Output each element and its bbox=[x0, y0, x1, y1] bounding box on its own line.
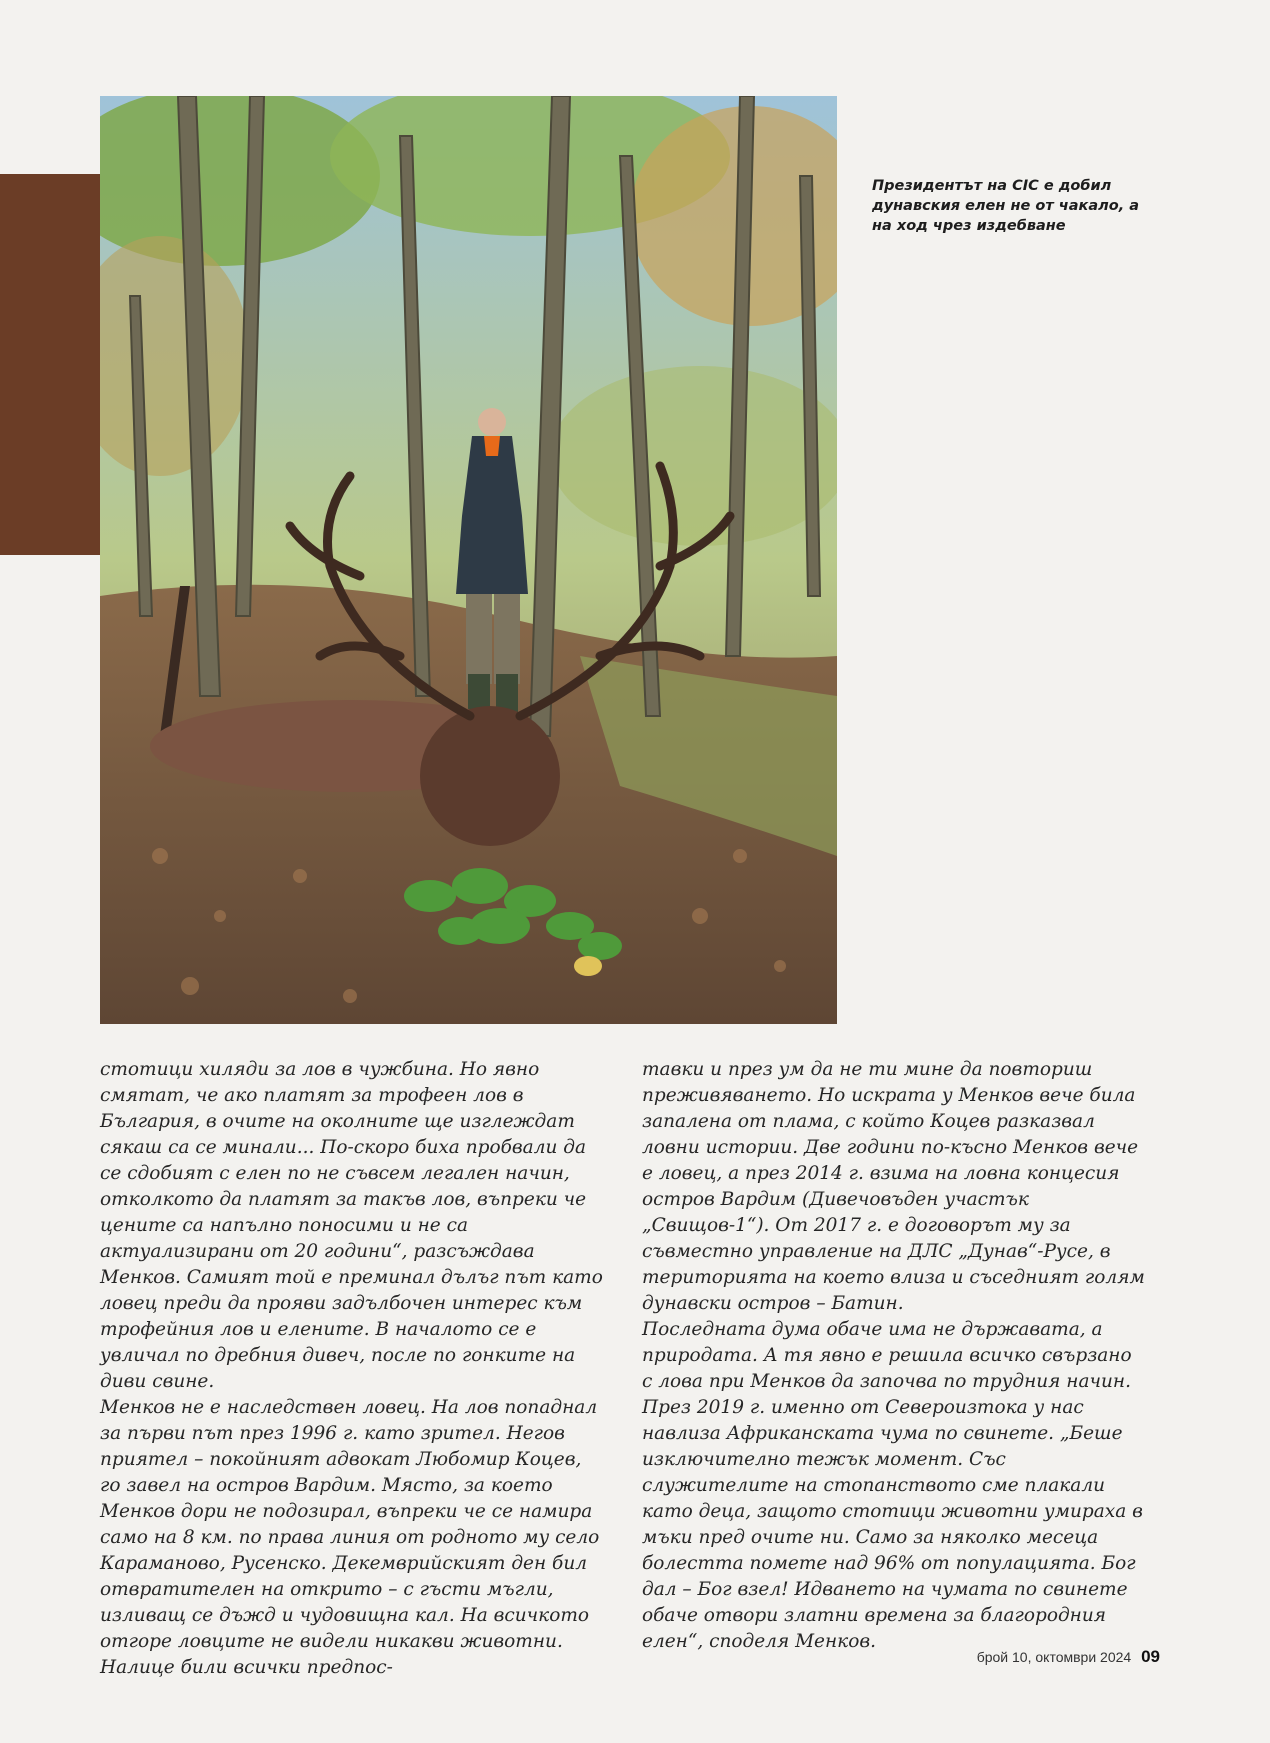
photo-caption: Президентът на CIC е добил дунавския елен не от чакало, а на ход чрез издебване bbox=[872, 178, 1140, 234]
paragraph: тавки и през ум да не ти мине да повториш преживяването. Но искрата у Менков вече била запалена от плама, с който Коцев разказвал ловни истории. Две години по-късно Менков вече е ловец, а през 2014 г. взима на ловна концесия остров Вардим (Дивечовъден участък „Свищов-1“). От 2017 г. е договорът му за съвместно управление на ДЛС „Дунав“-Русе, в територията на което влиза и съседният голям дунавски остров – Батин. bbox=[642, 1059, 1145, 1314]
paragraph: Последната дума обаче има не държавата, а природата. А тя явно е решила всичко свързано с лова при Менков да започва по трудния начин. bbox=[642, 1319, 1132, 1392]
issue-label: брой 10, октомври 2024 bbox=[976, 1649, 1132, 1665]
accent-band bbox=[0, 174, 100, 555]
paragraph: Менков не е наследствен ловец. На лов попаднал за първи път през 1996 г. като зрител. Негов приятел – покойният адвокат Любомир Коцев, го завел на остров Вардим. Място, за което Менков дори не подозирал, въпреки че се намира само на 8 км. по права линия от родното му село Караманово, Русенско. Декемврийският ден бил отвратителен на открито – с гъсти мъгли, изливащ се дъжд и чудовищна кал. На всичкото отгоре ловците не видели никакви животни. Налице били всички предпос- bbox=[100, 1397, 600, 1678]
text-column-left bbox=[100, 1057, 605, 1681]
paragraph: През 2019 г. именно от Североизтока у нас навлиза Африканската чума по свинете. „Беше изключително тежък момент. Със служителите на стопанството сме плакали като деца, защото стотици животни умираха в мъки пред очите ни. Само за няколко месеца болестта помете над 96% от популацията. Бог дал – Бог взел! Идването на чумата по свинете обаче отвори златни времена за благородния елен“, споделя Менков. bbox=[642, 1397, 1143, 1652]
page-footer bbox=[900, 1647, 1160, 1667]
hunting-photo bbox=[100, 96, 837, 1024]
text-column-right bbox=[642, 1057, 1147, 1655]
paragraph: стотици хиляди за лов в чужбина. Но явно смятат, че ако платят за трофеен лов в България, в очите на околните ще изглеждат сякаш са се минали... По-скоро биха пробвали да се сдобият с елен по не съвсем легален начин, отколкото да платят за такъв лов, въпреки че цените са напълно поносими и не са актуализирани от 20 години“, разсъждава Менков. Самият той е преминал дълъг път като ловец преди да прояви задълбочен интерес към трофейния лов и елените. В началото се е увличал по дребния дивеч, после по гонките на диви свине. bbox=[100, 1059, 603, 1392]
page-number: 09 bbox=[1141, 1647, 1160, 1666]
photo-illustration bbox=[100, 96, 837, 1024]
